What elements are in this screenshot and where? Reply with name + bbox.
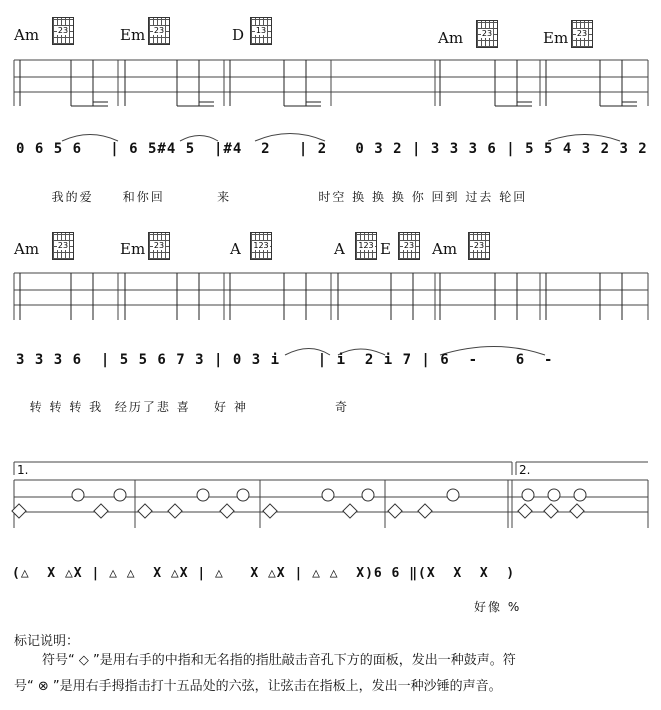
chord-diagram: 23 [148, 17, 170, 45]
lyric: 换 [352, 190, 367, 204]
chord-label: A [230, 240, 241, 258]
jianpu-line: 3 3 3 6 | 5 5 6 7 3 | 0 3 i | i 2 i 7 | 6 - 6 - [16, 352, 554, 368]
lyric: 喜 [176, 400, 191, 414]
chord-diagram: 23 [148, 232, 170, 260]
chord-diagram: 123 [355, 232, 377, 260]
lyric: 时空 [318, 190, 347, 204]
lyric: 悲 [156, 400, 171, 414]
jianpu-line: 0 6 5 6 | 6 5#4 5 |#4 2 | 2 0 3 2 | 3 3 3 6 | 5 5 4 3 2 3 2 [16, 141, 648, 157]
chord-label: A [334, 240, 345, 258]
chord-diagram: 13 [250, 17, 272, 45]
legend-line-drum: 符号“ ◇ ”是用右手的中指和无名指的指肚敲击音孔下方的面板，发出一种鼓声。符 [42, 653, 516, 668]
chord-diagram: 23 [52, 17, 74, 45]
chord-diagram: 23 [476, 20, 498, 48]
chord-label: Am [438, 29, 464, 47]
legend-text [14, 648, 654, 700]
lyric-line [40, 174, 527, 205]
chord-label: E [380, 240, 391, 258]
chord-diagram: 23 [398, 232, 420, 260]
lyric: 轮回 [499, 190, 528, 204]
lyric: 转 [69, 400, 84, 414]
chord-diagram: 23 [468, 232, 490, 260]
legend-title: 标记说明： [14, 634, 80, 649]
lyric: 回到 [431, 190, 460, 204]
lyric: 来 [217, 190, 232, 204]
volta-1: 1. [17, 463, 29, 477]
lyric: 换 [391, 190, 406, 204]
lyric: 我的爱 [51, 190, 94, 204]
volta-2: 2. [519, 463, 531, 477]
lyric: 奇 [335, 400, 350, 414]
chord-diagram: 123 [250, 232, 272, 260]
lyric: 神 [233, 400, 248, 414]
chord-diagram: 23 [52, 232, 74, 260]
lyric: 过去 [465, 190, 494, 204]
lyric: 我 [89, 400, 104, 414]
lyric: 转 [49, 400, 64, 414]
chord-label: Em [120, 26, 146, 44]
chord-label: Em [543, 29, 569, 47]
jianpu-line: (△ X △X | △ △ X △X | △ X △X | △ △ X)6 6 ‖(X X X ) [12, 566, 516, 581]
legend-line-shaker: 号“ ⊗ ”是用右手拇指击打十五品处的六弦，让弦击在指板上，发出一种沙锤的声音。 [14, 679, 502, 694]
chord-label: Am [14, 240, 40, 258]
chord-label: Am [14, 26, 40, 44]
lyric: 经历了 [114, 400, 157, 414]
lyric-line: 好像 % [474, 600, 522, 614]
lyric: 和你回 [122, 190, 165, 204]
lyric: 换 [372, 190, 387, 204]
chord-label: Em [120, 240, 146, 258]
chord-label: D [232, 26, 245, 44]
lyric: 好 [213, 400, 228, 414]
lyric: 转 [29, 400, 44, 414]
chord-diagram: 23 [571, 20, 593, 48]
chord-label: Am [432, 240, 458, 258]
lyric: 你 [411, 190, 426, 204]
lyric-line [18, 384, 349, 415]
